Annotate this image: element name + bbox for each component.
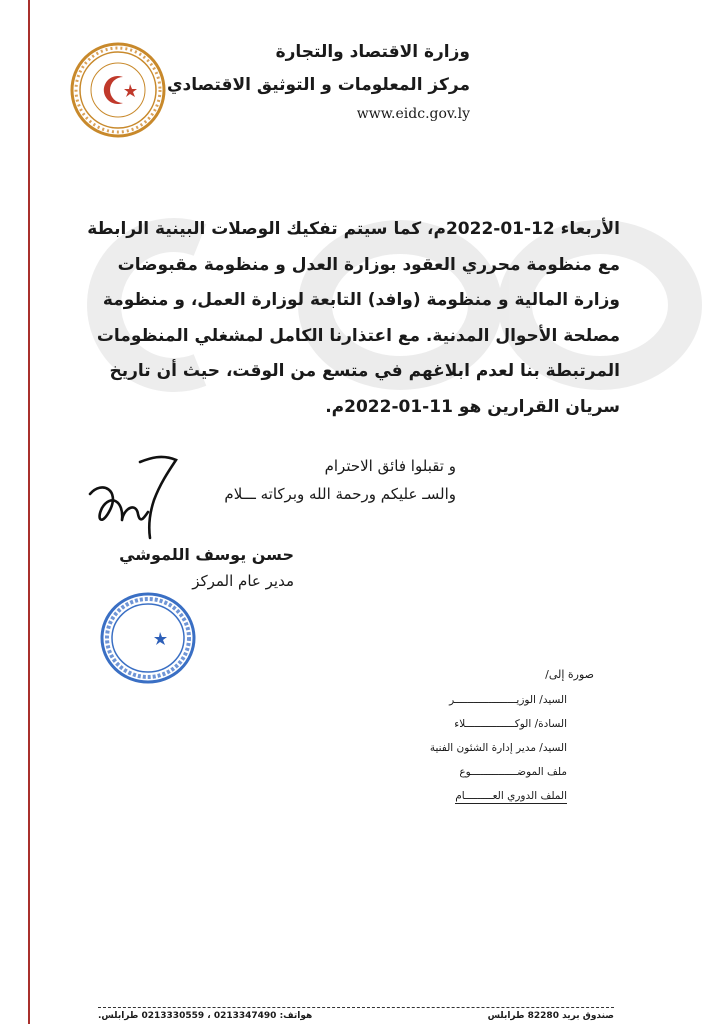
ministry-name: وزارة الاقتصاد والتجارة bbox=[275, 42, 470, 62]
cc-periodic-file bbox=[455, 790, 567, 802]
gold-seal bbox=[68, 40, 168, 140]
signatory-name: حسن يوسف اللموشي bbox=[119, 545, 294, 564]
footer-divider bbox=[98, 1007, 614, 1008]
center-name: مركز المعلومات و التوثيق الاقتصادي bbox=[166, 75, 470, 95]
copies-heading: صورة إلى/ bbox=[545, 668, 594, 681]
margin-line bbox=[28, 0, 30, 1024]
cc-minister: السيد/ الوزيــــــــــــــــــــر bbox=[449, 694, 567, 706]
footer-phones: هواتف: 0213347490 ، 0213330559 طرابلس. bbox=[98, 1011, 313, 1021]
signatory-title: مدير عام المركز bbox=[192, 572, 294, 590]
footer-po-box: صندوق بريد 82280 طرابلس bbox=[487, 1011, 614, 1021]
cc-technical-affairs: السيد/ مدير إدارة الشئون الفنية bbox=[429, 742, 567, 754]
website-url: www.eidc.gov.ly bbox=[356, 106, 470, 122]
body-text: الأربعاء 12-01-2022م، كما سيتم تفكيك الوصلات البينية الرابطة مع منظومة محرري العقود بوزارة العدل و منظومة مقبوضات وزارة المالية و منظومة (وافد) التابعة لوزارة العمل، و منظومة مصلحة الأحوال المدنية. مع اعتذارنا الكامل لمشغلي المنظومات المرتبطة بنا لعدم ابلاغهم في متسع من الوقت، حيث أن تاريخ سريان القرارين هو 11-01-2022م. bbox=[87, 219, 620, 417]
blue-stamp bbox=[98, 590, 198, 686]
closing-greeting: والسـ عليكم ورحمة الله وبركاته ـــلام bbox=[224, 485, 456, 503]
cc-subject-file: ملف الموضـــــــــــــــوع bbox=[459, 766, 567, 778]
closing-respect: و تقبلوا فائق الاحترام bbox=[324, 457, 456, 475]
cc-deputies: السادة/ الوكــــــــــــــــلاء bbox=[454, 718, 567, 730]
cc-periodic-file-label: الملف الدوري العـــــــــام bbox=[455, 790, 567, 802]
